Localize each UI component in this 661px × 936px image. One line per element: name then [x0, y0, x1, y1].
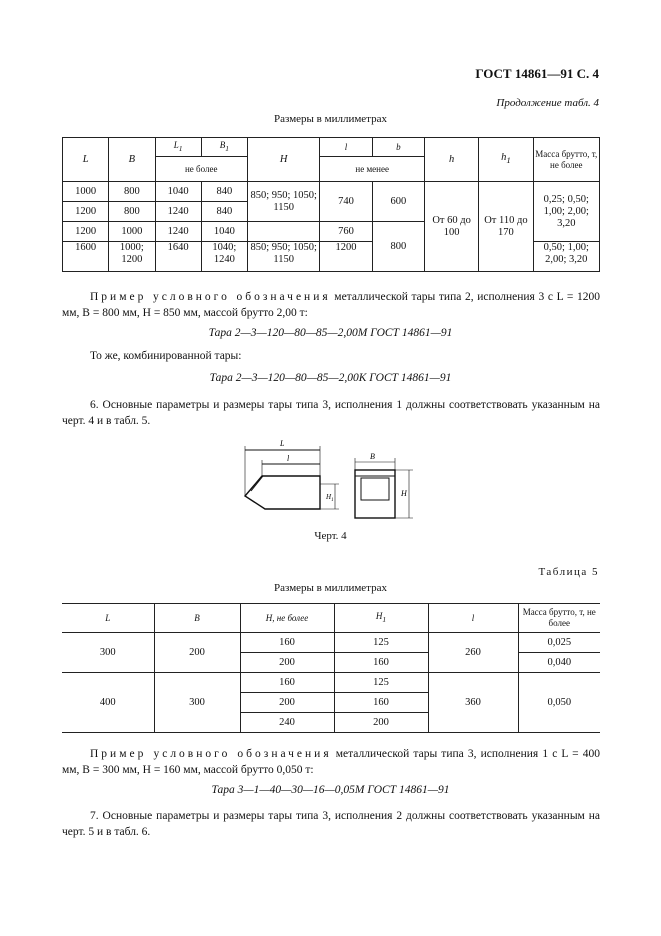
example-paragraph-2: Пример условного обозначения металлической тары типа 3, исполнения 1 с L = 400 мм, B = 300 мм, H = 160 мм, массой брутто 0,050 т: [62, 748, 600, 776]
col-header-mass: Масса брутто, т, не более [518, 604, 600, 633]
table-cell: 200 [334, 713, 428, 733]
not-less-label: не менее [320, 157, 425, 182]
col-header-B1: $B_1$ [201, 138, 247, 157]
col-header-h1: $h_1$ [479, 138, 533, 182]
col-header-B: B [154, 604, 240, 633]
table-cell: 1200 [63, 222, 109, 242]
table-cell: 0,040 [518, 653, 600, 673]
table-cell-b: 600 [372, 182, 424, 222]
dim-H1-label: $H_1$ [326, 493, 334, 503]
table-cell: 800 [109, 202, 155, 222]
table-cell-H: 850; 950; 1050; 1150 [248, 242, 320, 272]
col-header-L: L [63, 138, 109, 182]
col-header-mass: Масса брутто, т, не более [533, 138, 599, 182]
table-cell: 1040 [201, 222, 247, 242]
table-cell: 300 [62, 633, 154, 673]
col-header-b: b [372, 138, 424, 157]
table-cell: 1040; 1240 [201, 242, 247, 272]
drawing-4 [235, 436, 435, 536]
designation-formula-3: Тара 3—1—40—30—16—0,05М ГОСТ 14861—91 [211, 784, 450, 796]
designation-formula-1: Тара 2—3—120—80—85—2,00М ГОСТ 14861—91 [208, 327, 453, 339]
table-cell: 160 [334, 653, 428, 673]
table-cell: 800 [109, 182, 155, 202]
table-cell: 160 [334, 693, 428, 713]
table-cell: 0,025 [518, 633, 600, 653]
designation-formula-2: Тара 2—3—120—80—85—2,00К ГОСТ 14861—91 [209, 372, 452, 384]
table-cell: 400 [62, 673, 154, 733]
col-header-L1: $L_1$ [155, 138, 201, 157]
table-cell-h1: От 110 до 170 [479, 182, 533, 272]
table-cell: 125 [334, 673, 428, 693]
page-header: ГОСТ 14861—91 С. 4 [475, 66, 599, 81]
not-more-label: не более [155, 157, 248, 182]
table-cell: 260 [428, 633, 518, 673]
example-paragraph-1: Пример условного обозначения металлической тары типа 2, исполнения 3 с L = 1200 мм, B = 800 мм, H = 850 мм, массой брутто 2,00 т: [62, 291, 600, 319]
table-cell: 240 [240, 713, 334, 733]
table-cell: 160 [240, 673, 334, 693]
table-4 [62, 137, 600, 272]
paragraph-6: 6. Основные параметры и размеры тары типа 3, исполнения 1 должны соответствовать указанным на черт. 4 и в табл. 5. [62, 399, 600, 427]
col-header-H: H [248, 138, 320, 182]
table-cell-mass: 0,25; 0,50; 1,00; 2,00; 3,20 [533, 182, 599, 242]
table-cell: 300 [154, 673, 240, 733]
table-cell: 360 [428, 673, 518, 733]
table-cell: 200 [240, 653, 334, 673]
table-cell-H: 850; 950; 1050; 1150 [248, 182, 320, 222]
col-header-B: B [109, 138, 155, 182]
col-header-l: l [428, 604, 518, 633]
table-cell: 1040 [155, 182, 201, 202]
table-cell-b: 800 [372, 222, 424, 272]
dim-H-label: H [401, 489, 407, 498]
table-cell-l: 1200 [320, 242, 372, 272]
table-cell-l: 760 [320, 222, 372, 242]
table-cell: 1640 [155, 242, 201, 272]
table-cell: 1200 [63, 202, 109, 222]
table-cell: 200 [240, 693, 334, 713]
col-header-h: h [424, 138, 478, 182]
table-cell: 0,050 [518, 673, 600, 733]
col-header-L: L [62, 604, 154, 633]
table4-caption: Размеры в миллиметрах [274, 113, 387, 125]
table-cell-H [248, 222, 320, 242]
table-cell-h: От 60 до 100 [424, 182, 478, 272]
table-5 [62, 603, 600, 733]
table-cell-mass: 0,50; 1,00; 2,00; 3,20 [533, 242, 599, 272]
table-cell: 1240 [155, 202, 201, 222]
table-cell: 1000 [109, 222, 155, 242]
col-header-H1: $H_1$ [334, 604, 428, 633]
table-cell-l: 740 [320, 182, 372, 222]
table-cell: 840 [201, 182, 247, 202]
table5-title: Таблица 5 [538, 566, 599, 578]
paragraph-7: 7. Основные параметры и размеры тары типа 3, исполнения 2 должны соответствовать указанным на черт. 5 и в табл. 6. [62, 810, 600, 838]
table-continuation-label: Продолжение табл. 4 [496, 97, 599, 109]
table-cell: 1600 [63, 242, 109, 272]
table5-caption: Размеры в миллиметрах [274, 582, 387, 594]
dim-l-label: l [287, 454, 290, 463]
table-cell: 1000; 1200 [109, 242, 155, 272]
dim-B-label: B [370, 452, 375, 461]
drawing-4-caption: Черт. 4 [314, 530, 347, 542]
table-cell: 1240 [155, 222, 201, 242]
table-cell: 200 [154, 633, 240, 673]
table-cell: 160 [240, 633, 334, 653]
table-cell: 840 [201, 202, 247, 222]
col-header-l: l [320, 138, 372, 157]
col-header-H: H, не более [240, 604, 334, 633]
dim-L-label: L [280, 439, 285, 448]
same-combined-text: То же, комбинированной тары: [90, 350, 242, 362]
table-cell: 1000 [63, 182, 109, 202]
table-cell: 125 [334, 633, 428, 653]
